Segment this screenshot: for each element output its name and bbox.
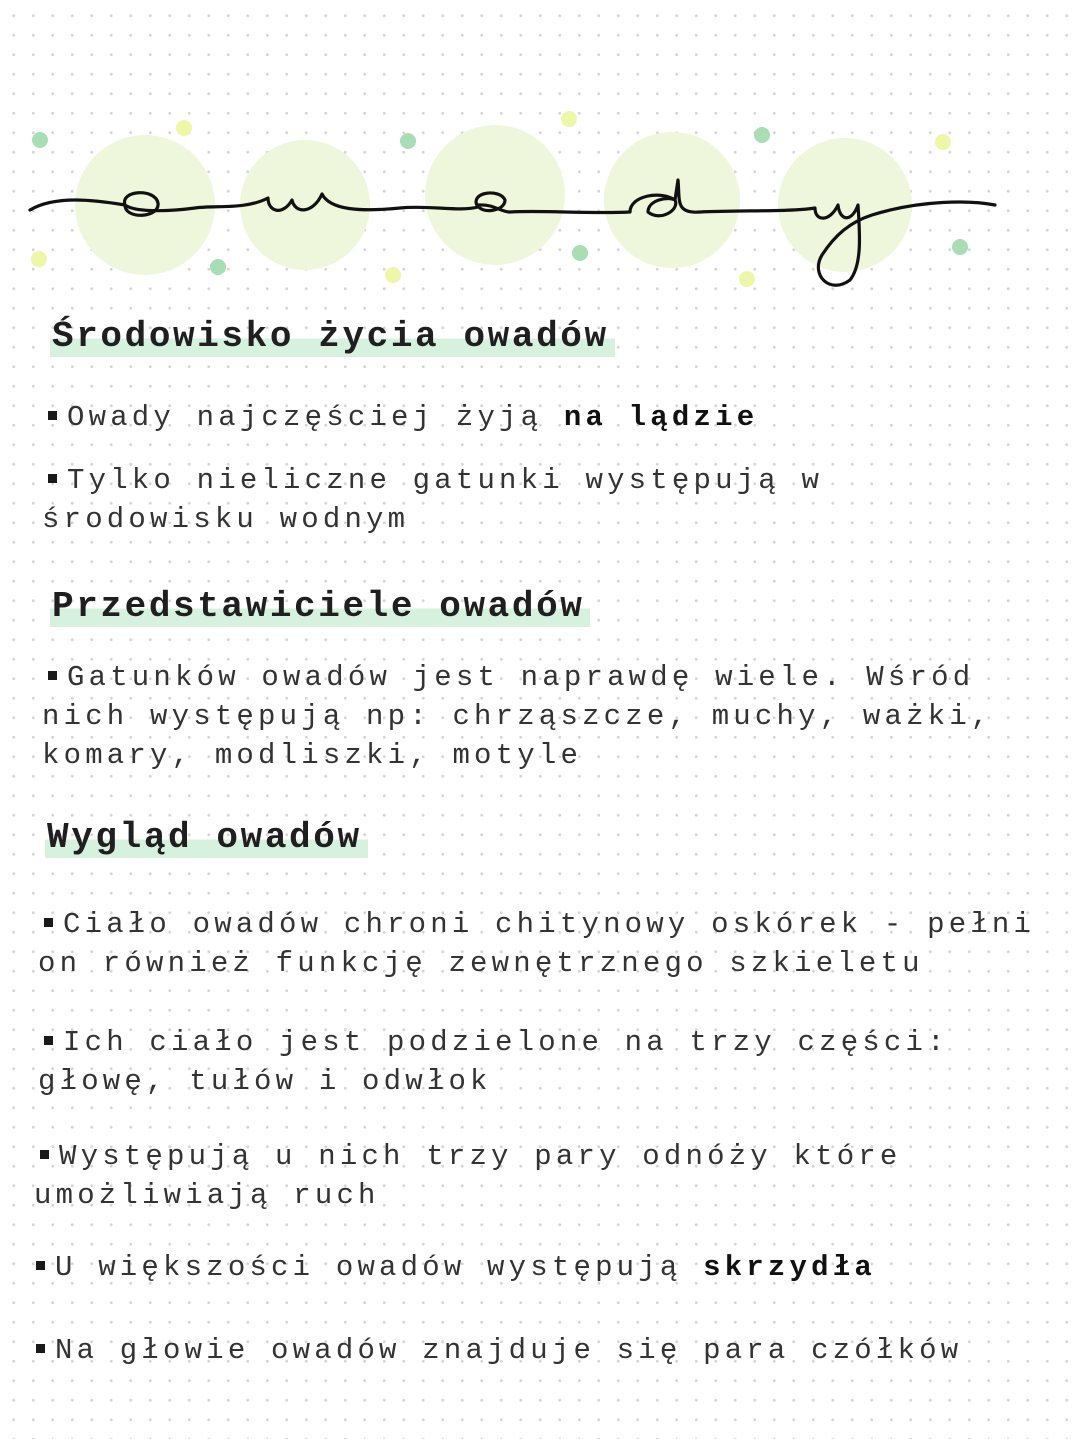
- list-item: Gatunków owadów jest naprawdę wiele. Wśród nich występują np: chrząszcze, muchy, ważki, komary, modliszki, motyle: [42, 661, 993, 772]
- decor-dot: [572, 245, 588, 261]
- decor-dot: [31, 251, 47, 267]
- bullet-icon: [36, 1344, 45, 1353]
- list-item: Występują u nich trzy pary odnóży które umożliwiają ruch: [34, 1140, 902, 1212]
- title-circle: [240, 140, 370, 270]
- title-circle: [778, 138, 912, 272]
- decor-dot: [385, 267, 401, 283]
- bullet-icon: [44, 918, 53, 927]
- list-item: Owady najczęściej żyją na lądzie: [48, 398, 758, 437]
- section-heading: Przedstawiciele owadów: [50, 586, 590, 627]
- list-item: Tylko nieliczne gatunki występują w środowisku wodnym: [42, 464, 824, 536]
- title-svg: [0, 0, 1080, 300]
- section-heading: Wygląd owadów: [45, 817, 368, 858]
- decor-dot: [561, 111, 577, 127]
- decor-dot: [952, 239, 968, 255]
- decor-dot: [400, 133, 416, 149]
- decor-dot: [935, 134, 951, 150]
- list-item: Na głowie owadów znajduje się para czółków: [36, 1331, 962, 1370]
- bullet-icon: [48, 474, 57, 483]
- decor-dot: [176, 120, 192, 136]
- decor-dot: [739, 271, 755, 287]
- bullet-icon: [48, 411, 57, 420]
- list-item: U większości owadów występują skrzydła: [36, 1248, 876, 1287]
- decor-dot: [32, 132, 48, 148]
- decor-dot: [210, 259, 226, 275]
- bullet-icon: [40, 1150, 49, 1159]
- section-heading: Środowisko życia owadów: [50, 316, 615, 357]
- bullet-icon: [48, 671, 57, 680]
- bullet-icon: [36, 1261, 45, 1270]
- list-item: Ciało owadów chroni chitynowy oskórek - pełni on również funkcję zewnętrznego szkieletu: [38, 908, 1036, 980]
- title-decoration: [0, 0, 1080, 300]
- title-circle: [75, 135, 215, 275]
- decor-dot: [754, 127, 770, 143]
- title-circle: [425, 125, 565, 265]
- bullet-icon: [44, 1036, 53, 1045]
- list-item: Ich ciało jest podzielone na trzy części: głowę, tułów i odwłok: [38, 1026, 949, 1098]
